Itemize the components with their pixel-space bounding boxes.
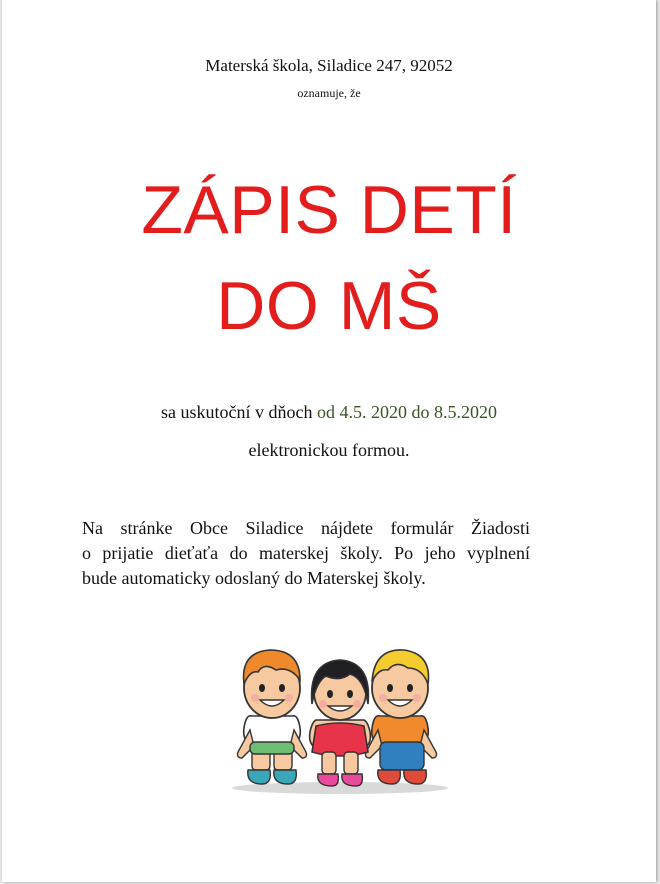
announces-text: oznamuje, že — [297, 86, 361, 100]
info-paragraph — [82, 516, 530, 591]
paragraph-line: o prijatie dieťaťa do materskej školy. Po jeho vyplnení — [82, 543, 530, 563]
boy-left-figure — [238, 650, 307, 784]
paragraph-line: bude automaticky odoslaný do Materskej školy. — [82, 568, 426, 588]
girl-middle-figure — [310, 660, 371, 786]
headline-line-1: ZÁPIS DETÍ — [141, 172, 517, 248]
dates-prefix: sa uskutoční v dňoch — [161, 402, 317, 422]
document-page — [2, 0, 656, 882]
headline-line-2: DO MŠ — [216, 268, 442, 344]
form-line: elektronickou formou. — [248, 440, 410, 460]
three-children-icon — [228, 642, 452, 798]
paragraph-line: Na stránke Obce Siladice nájdete formulár Žiadosti — [82, 518, 530, 538]
boy-right-figure — [366, 650, 437, 784]
school-address: Materská škola, Siladice 247, 92052 — [205, 56, 453, 75]
dates-line — [2, 402, 656, 423]
dates-range: od 4.5. 2020 do 8.5.2020 — [316, 402, 497, 422]
